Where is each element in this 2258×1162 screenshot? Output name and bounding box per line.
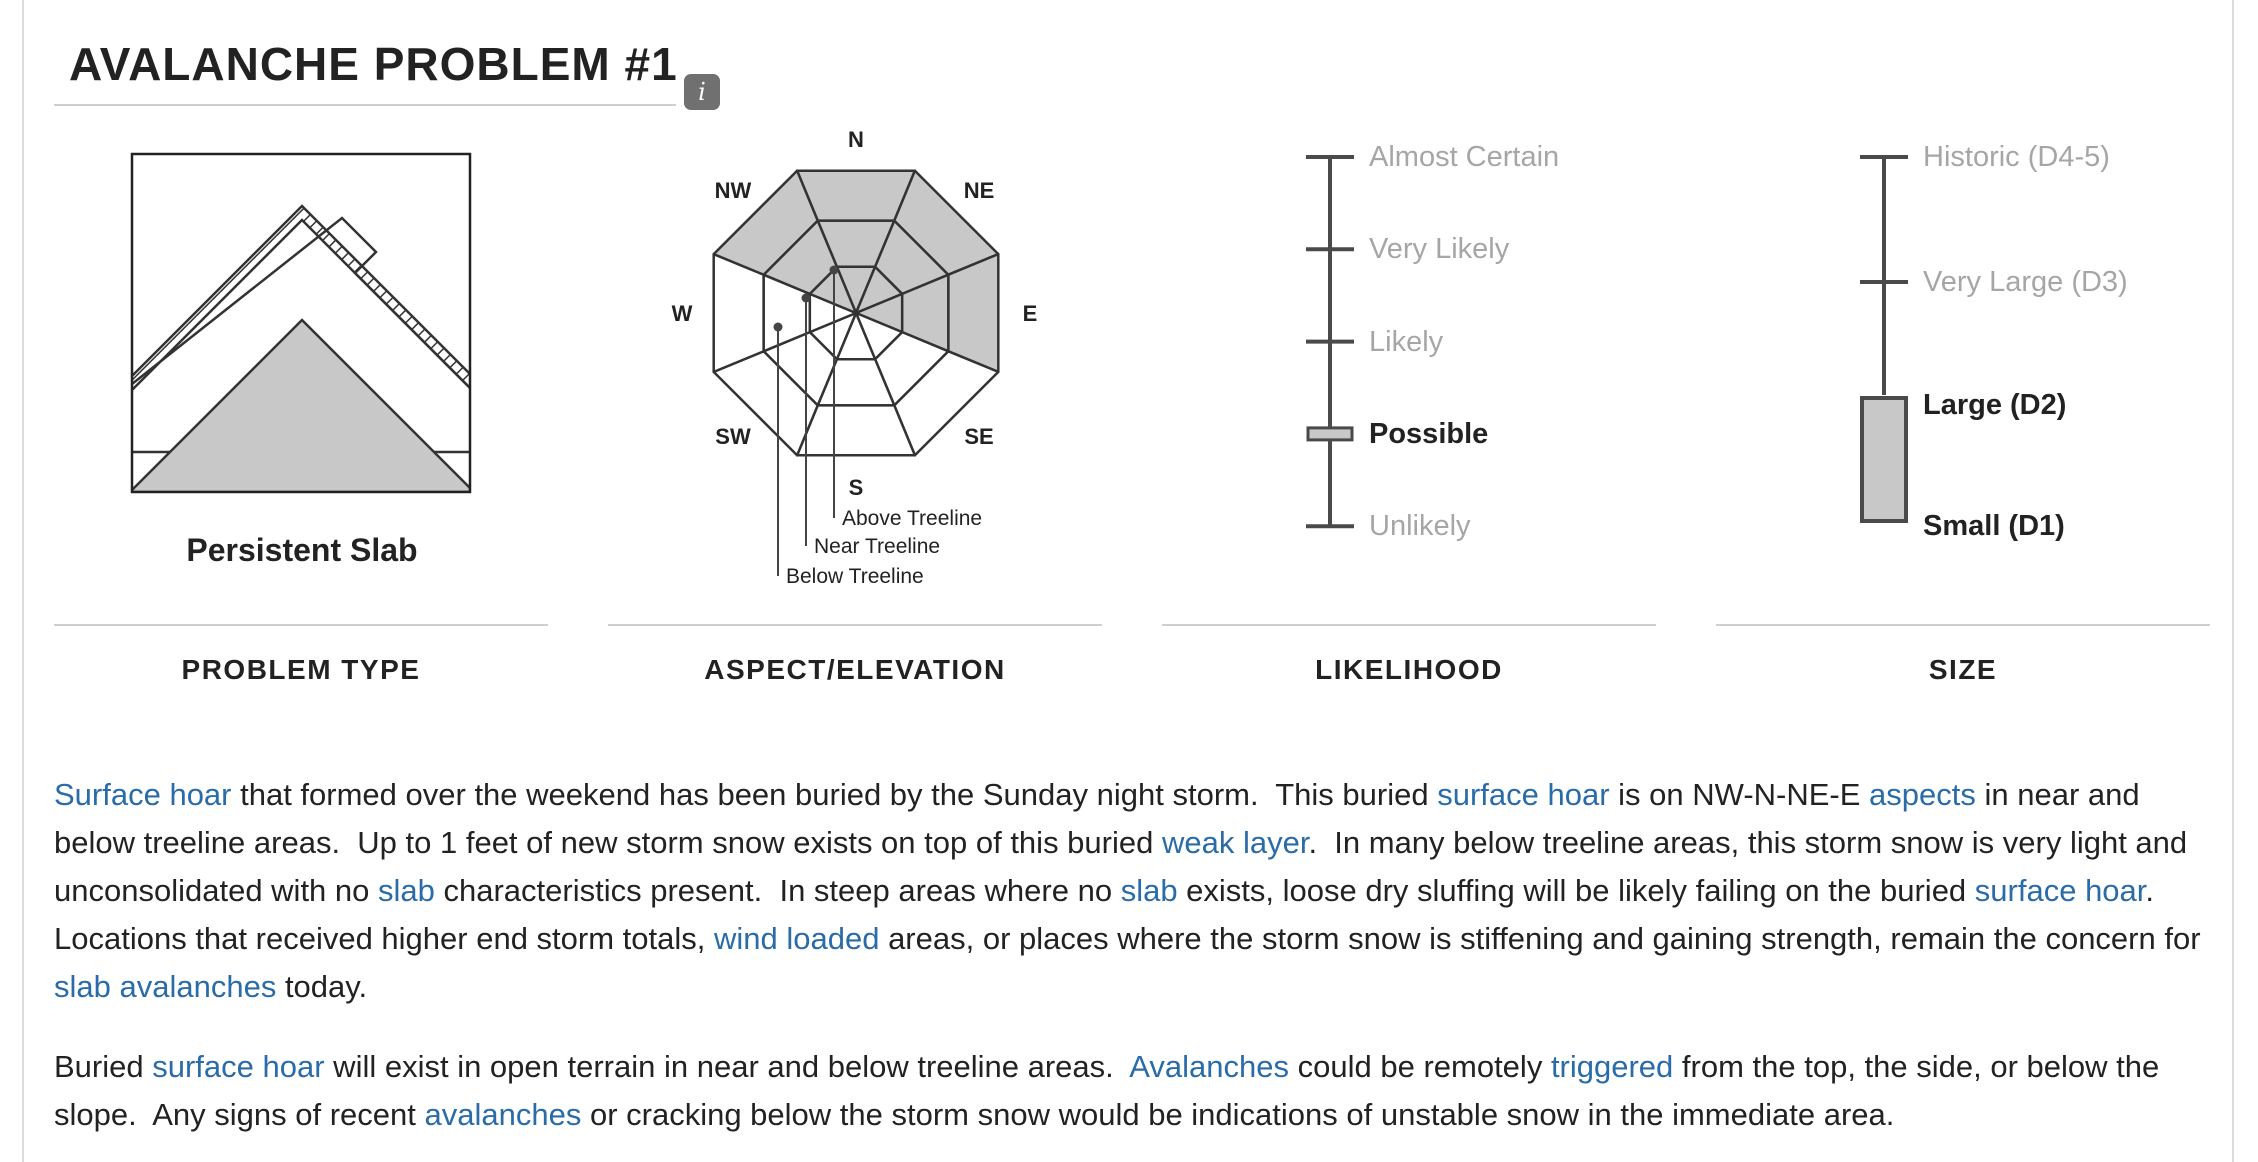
elevation-label-near: Near Treeline	[814, 535, 941, 558]
likelihood-selected-marker	[1308, 428, 1352, 440]
page-border-left	[22, 0, 24, 1162]
page-title: AVALANCHE PROBLEM #1	[69, 38, 678, 90]
aspect-elevation-heading: ASPECT/ELEVATION	[704, 654, 1006, 685]
elevation-label-below: Below Treeline	[786, 565, 924, 588]
direction-label-nw: NW	[714, 178, 752, 203]
description-text: in near and below treeline areas. Up to 1 feet of new storm snow exists on top of this buried	[54, 777, 2140, 860]
info-icon[interactable]: i	[684, 74, 720, 110]
direction-label-n: N	[848, 127, 864, 152]
elevation-label-above: Above Treeline	[842, 507, 983, 530]
glossary-link[interactable]: surface hoar	[1974, 873, 2146, 908]
size-level-label: Large (D2)	[1923, 389, 2067, 421]
direction-label-w: W	[671, 301, 693, 326]
likelihood-heading: LIKELIHOOD	[1315, 654, 1503, 685]
direction-label-sw: SW	[715, 424, 751, 449]
size-selected-range-bar	[1862, 398, 1906, 521]
likelihood-level-label: Almost Certain	[1369, 141, 1560, 173]
size-heading: SIZE	[1928, 654, 1998, 685]
size-scale	[1854, 140, 1914, 540]
description-text: or cracking below the storm snow would be indications of unstable snow in the immediate area.	[581, 1097, 1895, 1132]
direction-label-e: E	[1022, 301, 1038, 326]
problem-description-paragraph-2	[54, 1043, 2214, 1139]
glossary-link[interactable]: avalanches	[424, 1097, 582, 1132]
glossary-link[interactable]: surface hoar	[152, 1049, 325, 1084]
glossary-link[interactable]: wind loaded	[713, 921, 880, 956]
problem-header	[54, 32, 706, 106]
aspect-elevation-rose	[650, 120, 1070, 610]
glossary-link[interactable]: surface hoar	[1437, 777, 1610, 812]
description-text: exists, loose dry sluffing will be likely failing on the buried	[1177, 873, 1975, 908]
description-text: . In many below treeline areas, this storm snow is very light and unconsolidated with no	[54, 825, 2188, 908]
glossary-link[interactable]: weak layer	[1161, 825, 1309, 860]
description-text: Buried	[54, 1049, 153, 1084]
glossary-link[interactable]: triggered	[1550, 1049, 1674, 1084]
likelihood-level-label: Likely	[1369, 325, 1444, 358]
glossary-link[interactable]: slab	[1120, 873, 1178, 908]
page-border-right	[2232, 0, 2234, 1162]
column-divider-aspect-elevation	[608, 624, 1102, 626]
persistent-slab-icon	[130, 152, 474, 496]
problem-type-name: Persistent Slab	[186, 532, 418, 568]
problem-description-paragraph-1	[54, 771, 2214, 1011]
description-text: today.	[276, 969, 368, 1004]
description-text: . Locations that received higher end storm totals,	[54, 873, 2163, 956]
size-level-label: Historic (D4-5)	[1923, 141, 2110, 173]
column-divider-problem-type	[54, 624, 548, 626]
description-text: that formed over the weekend has been buried by the Sunday night storm. This buried	[231, 777, 1438, 812]
column-divider-likelihood	[1162, 624, 1656, 626]
likelihood-level-label: Unlikely	[1369, 510, 1471, 543]
size-level-label: Small (D1)	[1923, 510, 2065, 542]
likelihood-level-label: Possible	[1369, 417, 1489, 450]
likelihood-scale	[1300, 140, 1360, 540]
glossary-link[interactable]: aspects	[1869, 777, 1976, 812]
direction-label-se: SE	[964, 424, 994, 449]
description-text: is on NW-N-NE-E	[1609, 777, 1870, 812]
glossary-link[interactable]: slab	[378, 873, 435, 908]
description-text: could be remotely	[1289, 1049, 1551, 1084]
problem-type-heading: PROBLEM TYPE	[181, 654, 421, 685]
size-level-label: Very Large (D3)	[1923, 266, 2128, 298]
direction-label-ne: NE	[963, 178, 995, 203]
glossary-link[interactable]: Avalanches	[1129, 1049, 1290, 1084]
glossary-link[interactable]: Surface hoar	[54, 777, 232, 812]
description-text: areas, or places where the storm snow is stiffening and gaining strength, remain the concern for	[879, 921, 2201, 956]
description-text: will exist in open terrain in near and below treeline areas.	[324, 1049, 1130, 1084]
likelihood-level-label: Very Likely	[1369, 233, 1510, 266]
glossary-link[interactable]: slab avalanches	[54, 969, 277, 1004]
description-text: characteristics present. In steep areas where no	[434, 873, 1121, 908]
description-text: from the top, the side, or below the slope. Any signs of recent	[54, 1049, 2160, 1132]
column-divider-size	[1716, 624, 2210, 626]
direction-label-s: S	[848, 475, 864, 500]
